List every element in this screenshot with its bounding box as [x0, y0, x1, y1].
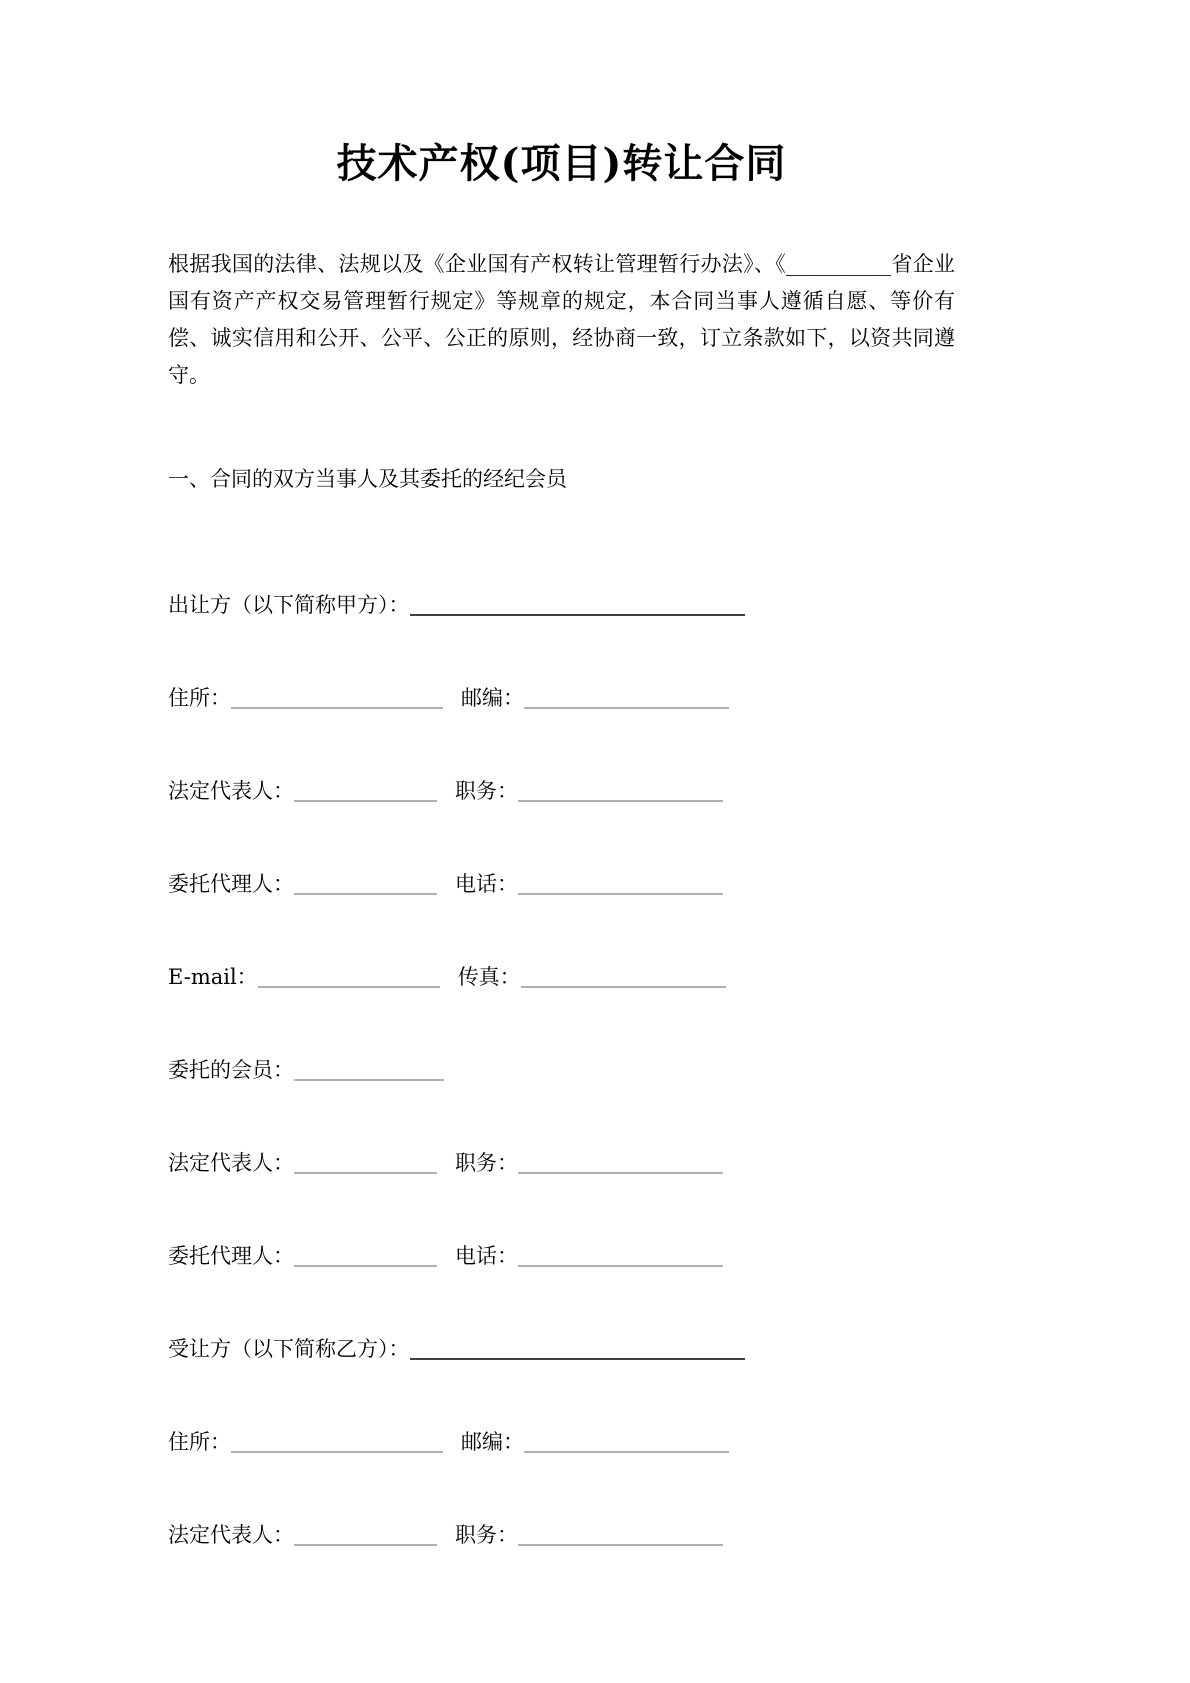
- party-b-address-label: 住所：: [168, 1430, 231, 1454]
- member-entrusted-agent-label: 委托代理人：: [168, 1244, 294, 1268]
- party-a-fax-blank: [521, 964, 726, 988]
- member-legal-representative-blank: [294, 1150, 437, 1174]
- party-a-address-blank: [231, 685, 443, 709]
- member-position-blank: [518, 1150, 723, 1174]
- party-a-legal-representative-label: 法定代表人：: [168, 779, 294, 803]
- party-a-position-label: 职务：: [455, 779, 518, 803]
- party-b-address-blank: [231, 1429, 443, 1453]
- party-a-entrusted-agent-blank: [294, 871, 437, 895]
- contract-form-lines: [168, 590, 955, 1551]
- section-1-heading: 一、合同的双方当事人及其委托的经纪会员: [168, 467, 567, 491]
- party-b-legal-representative-blank: [294, 1522, 437, 1546]
- party-a-legal-rep-row: [168, 776, 955, 807]
- document-title: 技术产权(项目)转让合同: [336, 140, 787, 187]
- party-b-postal-code-blank: [524, 1429, 729, 1453]
- entrusted-member-blank: [294, 1057, 444, 1081]
- member-legal-rep-row: [168, 1148, 955, 1179]
- member-entrusted-agent-blank: [294, 1243, 437, 1267]
- transferee-party-b-label: 受让方（以下简称乙方）：: [168, 1337, 410, 1361]
- party-a-address-row: [168, 683, 955, 714]
- party-a-address-label: 住所：: [168, 686, 231, 710]
- party-a-entrusted-agent-label: 委托代理人：: [168, 872, 294, 896]
- party-a-email-row: [168, 962, 955, 993]
- party-a-email-blank: [258, 964, 440, 988]
- party-b-position-label: 职务：: [455, 1523, 518, 1547]
- member-phone-label: 电话：: [455, 1244, 518, 1268]
- transferor-party-a-label: 出让方（以下简称甲方）：: [168, 593, 410, 617]
- party-a-fax-label: 传真：: [457, 965, 521, 989]
- member-legal-representative-label: 法定代表人：: [168, 1151, 294, 1175]
- party-a-position-blank: [518, 778, 723, 802]
- party-b-legal-representative-label: 法定代表人：: [168, 1523, 294, 1547]
- member-agent-row: [168, 1241, 955, 1272]
- party-b-legal-rep-row: [168, 1520, 955, 1551]
- transferee-row: [168, 1334, 955, 1365]
- party-a-legal-representative-blank: [294, 778, 437, 802]
- party-b-address-row: [168, 1427, 955, 1458]
- party-b-postal-code-label: 邮编：: [461, 1430, 524, 1454]
- entrusted-member-label: 委托的会员：: [168, 1058, 294, 1082]
- transferor-party-a-blank: [410, 592, 745, 616]
- party-a-postal-code-label: 邮编：: [461, 686, 524, 710]
- party-a-agent-row: [168, 869, 955, 900]
- transferor-row: [168, 590, 955, 621]
- party-b-position-blank: [518, 1522, 723, 1546]
- intro-paragraph: 根据我国的法律、法规以及《企业国有产权转让管理暂行办法》、《__________省企业国有资产产权交易管理暂行规定》等规章的规定，本合同当事人遵循自愿、等价有偿、诚实信用和公开、公平、公正的原则，经协商一致，订立条款如下，以资共同遵守。: [168, 252, 955, 387]
- party-a-postal-code-blank: [524, 685, 729, 709]
- transferee-party-b-blank: [410, 1336, 745, 1360]
- member-position-label: 职务：: [455, 1151, 518, 1175]
- party-a-phone-label: 电话：: [455, 872, 518, 896]
- member-phone-blank: [518, 1243, 723, 1267]
- entrusted-member-row: [168, 1055, 955, 1086]
- party-a-email-label: E-mail：: [168, 965, 258, 989]
- party-a-phone-blank: [518, 871, 723, 895]
